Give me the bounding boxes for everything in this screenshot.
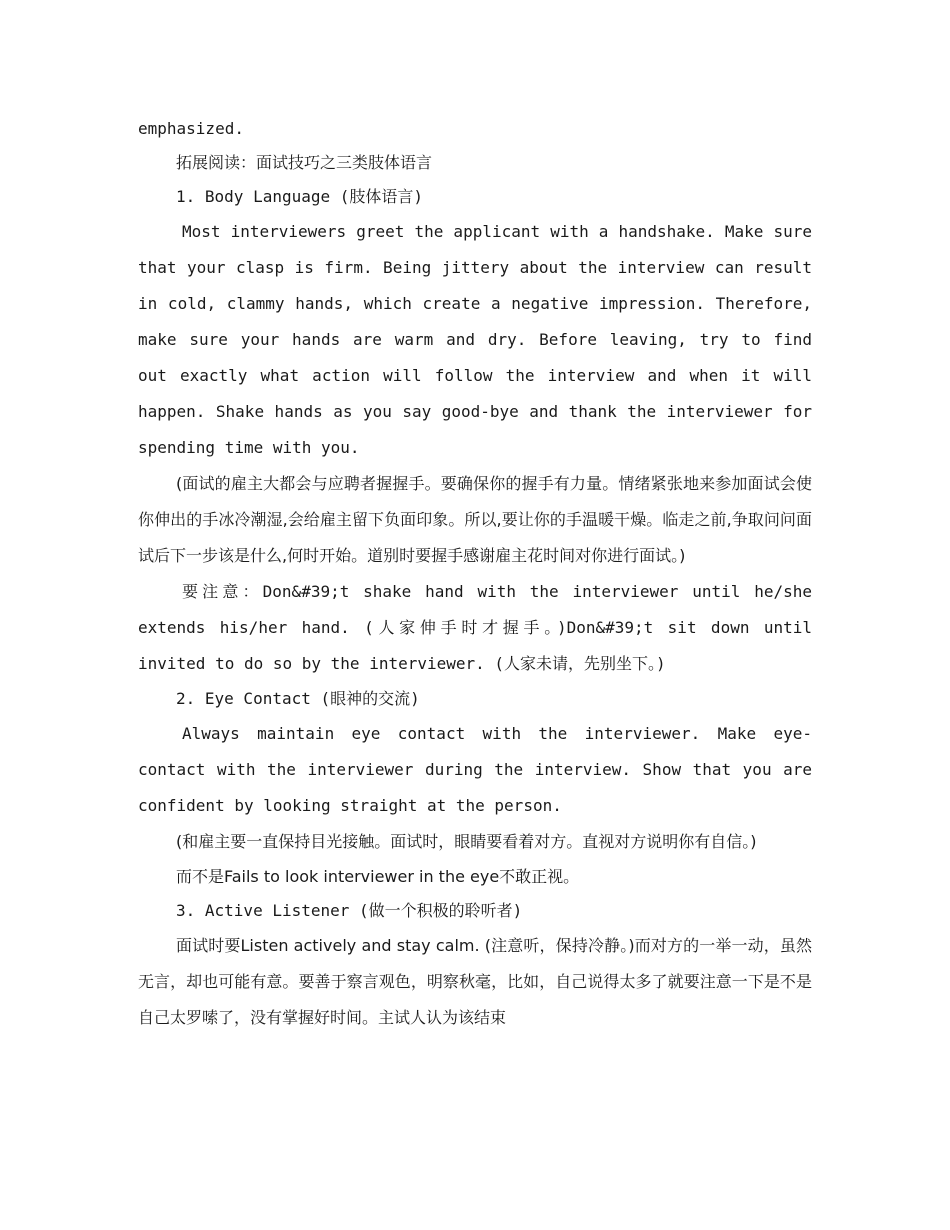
section-heading-eye-contact: 2. Eye Contact (眼神的交流): [176, 689, 420, 708]
extended-reading-heading: 拓展阅读：面试技巧之三类肢体语言: [176, 153, 433, 172]
section-heading-active-listener: 3. Active Listener (做一个积极的聆听者): [176, 901, 523, 920]
text-line-emphasized: emphasized.: [138, 119, 244, 138]
paragraph-listen: 面试时要Listen actively and stay calm. (注意听，保持冷静。)而对方的一举一动，虽然无言，却也可能有意。要善于察言观色，明察秋毫，比如，自己说得太多了就要注意一下是不是自己太罗嗦了，没有掌握好时间。主试人认为该结束: [138, 936, 812, 1027]
paragraph-note: 要注意：Don&#39;t shake hand with the interviewer until he/she extends his/her hand. (人家伸手时才握手。)Don&#39;t sit down until invited to do so by the interviewer. (人家未请，先别坐下。): [138, 582, 812, 673]
paragraph-handshake-chinese: (面试的雇主大都会与应聘者握握手。要确保你的握手有力量。情绪紧张地来参加面试会使你伸出的手冰冷潮湿,会给雇主留下负面印象。所以,要让你的手温暖干燥。临走之前,争取问问面试后下一步该是什么,何时开始。道别时要握手感谢雇主花时间对你进行面试。): [138, 474, 812, 565]
paragraph-eye-contact-chinese: (和雇主要一直保持目光接触。面试时，眼睛要看着对方。直视对方说明你有自信。): [176, 832, 757, 851]
paragraph-eye-contact-english: Always maintain eye contact with the interviewer. Make eye-contact with the interviewer during the interview. Show that you are confident by looking straight at the person.: [138, 724, 812, 815]
section-heading-body-language: 1. Body Language (肢体语言): [176, 187, 424, 206]
paragraph-handshake-english: Most interviewers greet the applicant with a handshake. Make sure that your clasp is firm. Being jittery about the interview can result in cold, clammy hands, which create a negative impression. Therefore, make sure your hands are warm and dry. Before leaving, try to find out exactly what action will follow the interview and when it will happen. Shake hands as you say good-bye and thank the interviewer for spending time with you.: [138, 222, 812, 457]
document-page: [138, 112, 812, 1036]
paragraph-fails: 而不是Fails to look interviewer in the eye不敢正视。: [176, 867, 580, 886]
